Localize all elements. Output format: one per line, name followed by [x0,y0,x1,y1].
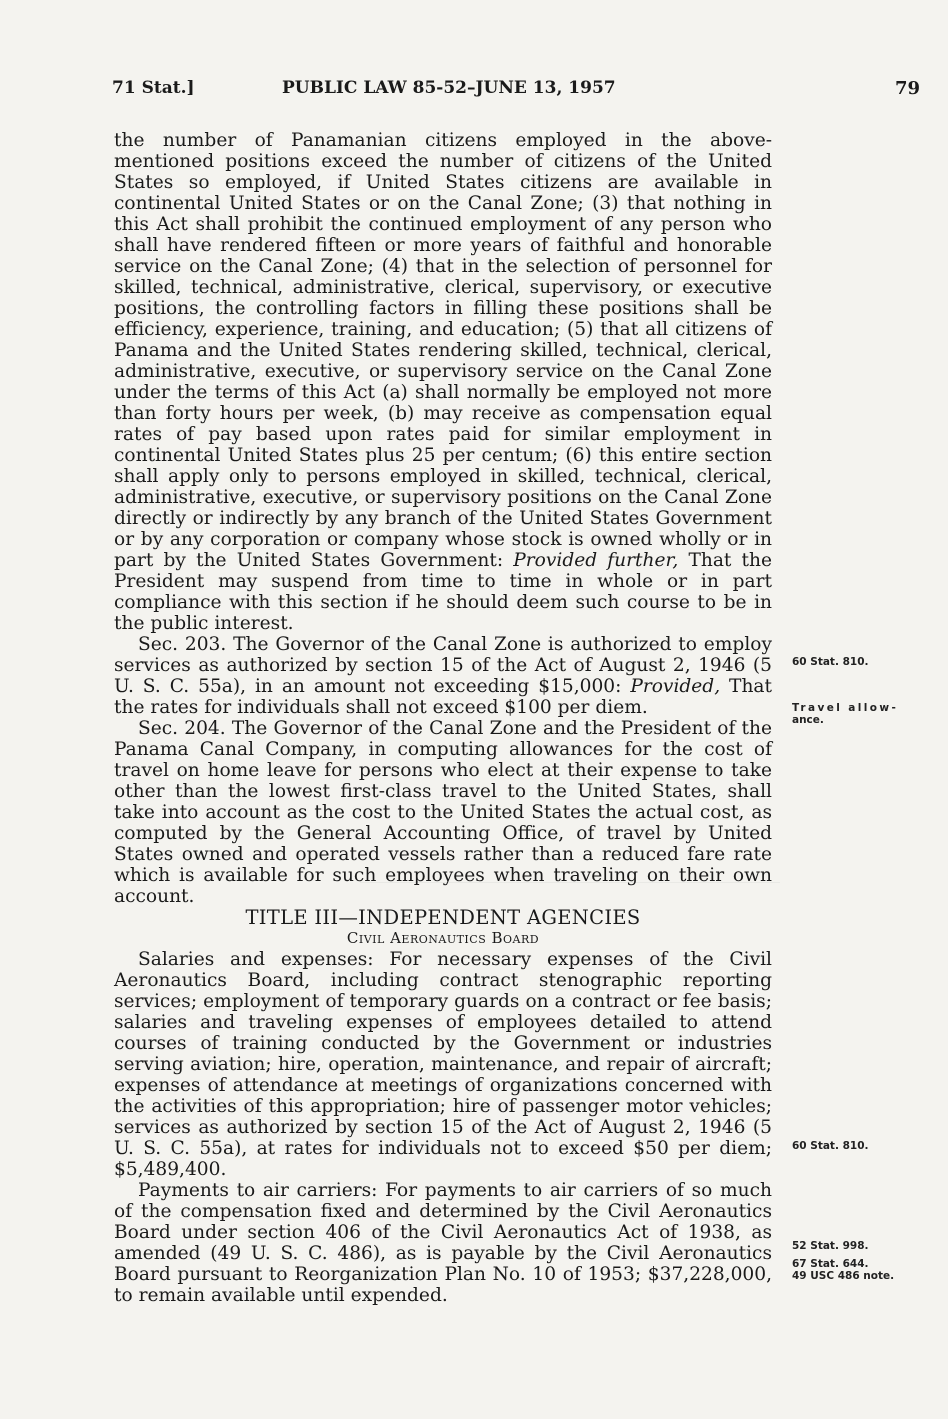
stat-reference: 71 Stat.] [112,78,195,98]
section-203: Sec. 203. The Governor of the Canal Zone is authorized to employ services as authorized by section 15 of the Act of August 2, 1946 (5 U. S. C. 55a), in an amount not exceeding $15,000: Provided, That the rates for individuals shall not exceed $100 per diem. [114,634,772,718]
margin-note-stat-998: 52 Stat. 998. 67 Stat. 644. 49 USC 486 note. [792,1240,895,1282]
bleed-through-texture [360,882,780,923]
law-title: PUBLIC LAW 85-52–JUNE 13, 1957 [282,78,616,98]
page-number: 79 [894,78,920,99]
margin-note-stat-810-b: 60 Stat. 810. [792,1140,869,1152]
agency-heading: Civil Aeronautics Board [346,929,540,947]
main-text-column [114,130,772,1306]
payments-paragraph: Payments to air carriers: For payments to air carriers of so much of the compensation fixed and determined by the Civil Aeronautics Board under section 406 of the Civil Aeronautics Act of 1938, as amended (49 U. S. C. 486), as is payable by the Civil Aeronautics Board pursuant to Reorganization Plan No. 10 of 1953; $37,228,000, to remain available until expended. [114,1180,772,1306]
section-204: Sec. 204. The Governor of the Canal Zone and the President of the Panama Canal Company, in computing allowances for the cost of travel on home leave for persons who elect at their expense to take other than the lowest first-class travel to the United States, shall take into account as the cost to the United States the actual cost, as computed by the General Accounting Office, of travel by United States owned and operated vessels rather than a reduced fare rate which is available for such employees when traveling on their own account. [114,718,772,907]
margin-note-stat-810: 60 Stat. 810. [792,656,869,668]
continuation-paragraph: the number of Panamanian citizens employed in the above-mentioned positions exceed the number of citizens of the United States so employed, if United States citizens are available in continental United States or on the Canal Zone; (3) that nothing in this Act shall prohibit the continued employment of any person who shall have rendered fifteen or more years of faithful and honorable service on the Canal Zone; (4) that in the selection of personnel for skilled, technical, administrative, clerical, supervisory, or executive positions, the controlling factors in filling these positions shall be efficiency, experience, training, and education; (5) that all citizens of Panama and the United States rendering skilled, technical, clerical, administrative, executive, or supervisory service on the Canal Zone under the terms of this Act (a) shall normally be employed not more than forty hours per week, (b) may receive as compensation equal rates of pay based upon rates paid for similar employment in continental United States plus 25 per centum; (6) this entire section shall apply only to persons employed in skilled, technical, clerical, administrative, executive, or supervisory positions on the Canal Zone directly or indirectly by any branch of the United States Government or by any corporation or company whose stock is owned wholly or in part by the United States Government: Provided further, That the President may suspend from time to time in whole or in part compliance with this section if he should deem such course to be in the public interest. [114,130,772,634]
margin-note-travel-allowance: Travel allow- ance. [792,702,899,726]
section-label: Sec. 204. [138,718,226,739]
section-label: Sec. 203. [138,634,227,655]
title-heading: TITLE III—INDEPENDENT AGENCIES [245,906,641,929]
salaries-paragraph: Salaries and expenses: For necessary expenses of the Civil Aeronautics Board, including contract stenographic reporting services; employment of temporary guards on a contract or fee basis; salaries and traveling expenses of employees detailed to attend courses of training conducted by the Government or industries serving aviation; hire, operation, maintenance, and repair of aircraft; expenses of attendance at meetings of organizations concerned with the activities of this appropriation; hire of passenger motor vehicles; services as authorized by section 15 of the Act of August 2, 1946 (5 U. S. C. 55a), at rates for individuals not to exceed $50 per diem; $5,489,400. [114,949,772,1180]
page-header [112,78,920,108]
